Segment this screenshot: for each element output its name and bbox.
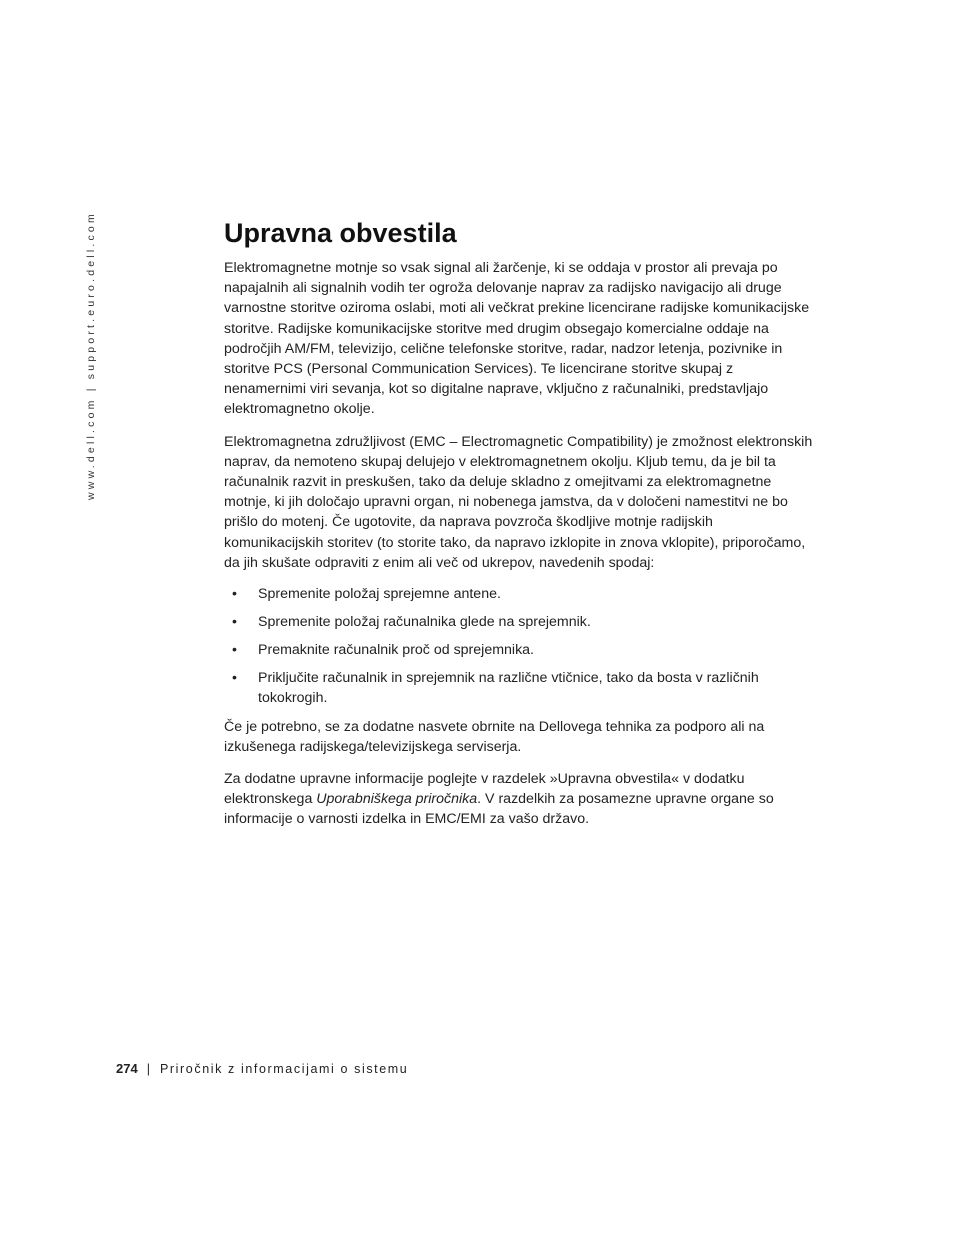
more-info-text-end: . V razdelkih za posamezne upravne organe so informacije o varnosti izdelka in EMC/EMI za vašo državo. xyxy=(224,791,774,828)
page-title: Upravna obvestila xyxy=(224,218,457,248)
sidebar-url: www.dell.com | support.euro.dell.com xyxy=(85,211,97,500)
bullet-icon: • xyxy=(232,670,237,687)
bullet-icon: • xyxy=(232,586,237,603)
users-guide-title: Uporabniškega priročnika xyxy=(316,791,478,808)
list-item xyxy=(224,585,814,605)
bullet-icon: • xyxy=(232,642,237,659)
paragraph-emi-definition: Elektromagnetne motnje so vsak signal ali žarčenje, ki se oddaja v prostor ali prevaja po napajalnih ali signalnih vodih ter ogroža delovanje naprav za radijsko navigacijo ali druge varnostne storitve oziroma oslabi, moti ali večkrat prekine licencirane radijske komunikacijske storitve. Radijske komunikacijske storitve med drugim obsegajo komercialne oddaje na področjih AM/FM, televizijo, celične telefonske storitve, radar, nadzor letenja, pozivnike in storitve PCS (Personal Communication Services). Te licencirane storitve skupaj z nenamernimi viri sevanja, kot so digitalne naprave, vključno z računalniki, predstavljajo elektromagnetno okolje. xyxy=(224,260,810,418)
paragraph-more-info xyxy=(224,769,814,830)
footer-title: Priročnik z informacijami o sistemu xyxy=(159,1062,409,1076)
list-item-text: Priključite računalnik in sprejemnik na različne vtičnice, tako da bosta v različnih tokokrogih. xyxy=(258,670,759,706)
more-info-text: Za dodatne upravne informacije poglejte v razdelek »Upravna obvestila« v dodatku elektronskega xyxy=(224,770,745,808)
remedy-list xyxy=(224,585,814,708)
list-item xyxy=(224,641,814,661)
list-item-text: Spremenite položaj sprejemne antene. xyxy=(258,586,501,603)
main-content xyxy=(224,216,814,842)
list-item-text: Premaknite računalnik proč od sprejemnika. xyxy=(258,642,534,659)
list-item-text: Spremenite položaj računalnika glede na sprejemnik. xyxy=(258,614,591,631)
list-item xyxy=(224,669,814,708)
page-number: 274 xyxy=(116,1061,138,1076)
page-footer xyxy=(116,1061,408,1076)
paragraph-support-contact: Če je potrebno, se za dodatne nasvete obrnite na Dellovega tehnika za podporo ali na izkušenega radijskega/televizijskega serviserja. xyxy=(224,718,765,755)
list-item xyxy=(224,613,814,633)
footer-separator: | xyxy=(146,1062,150,1076)
paragraph-emc-definition: Elektromagnetna združljivost (EMC – Electromagnetic Compatibility) je zmožnost elektronskih naprav, da nemoteno skupaj delujejo v elektromagnetnem okolju. Kljub temu, da je bil ta računalnik razvit in preskušen, tako da deluje skladno z omejitvami za elektromagnetne motnje, ki jih določajo upravni organ, ni nobenega jamstva, da v določeni namestitvi ne bo prišlo do motenj. Če ugotovite, da naprava povzroča škodljive motnje radijskih komunikacijskih storitev (to storite tako, da napravo izklopite in znova vklopite), priporočamo, da jih skušate odpraviti z enim ali več od ukrepov, navedenih spodaj: xyxy=(224,433,813,571)
bullet-icon: • xyxy=(232,614,237,631)
